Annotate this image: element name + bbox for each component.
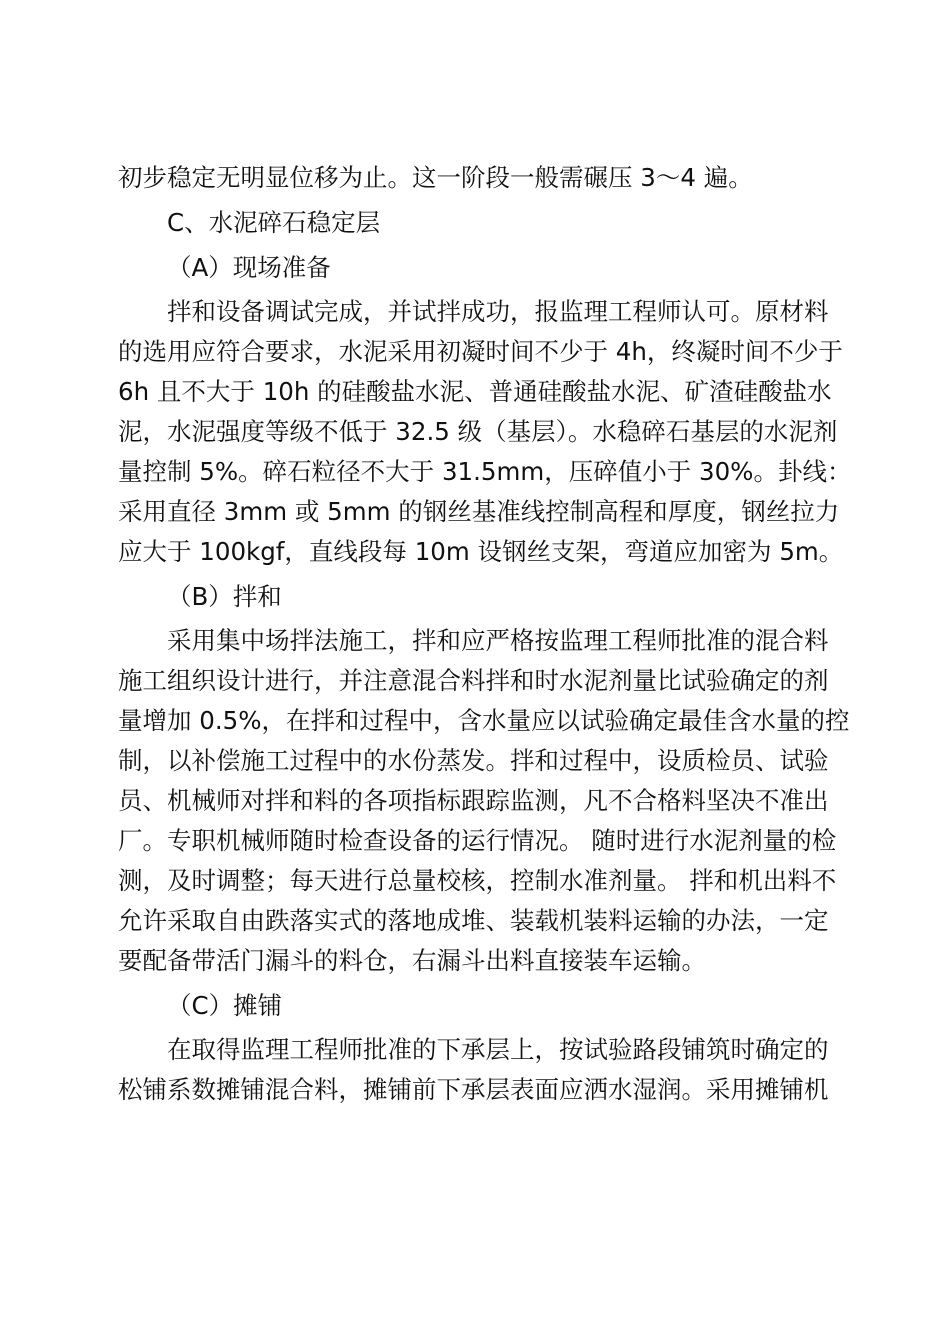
text-line: 制，以补偿施工过程中的水份蒸发。拌和过程中，设质检员、试验: [118, 746, 829, 775]
text-line: 初步稳定无明显位移为止。这一阶段一般需碾压 3～4 遍。: [118, 163, 753, 192]
text-line: 员、机械师对拌和料的各项指标跟踪监测，凡不合格料坚决不准出: [118, 786, 829, 815]
text-line: 在取得监理工程师批准的下承层上，按试验路段铺筑时确定的: [167, 1035, 829, 1064]
text-line: 泥，水泥强度等级不低于 32.5 级（基层）。水稳碎石基层的水泥剂: [118, 417, 838, 446]
text-line: 量控制 5%。碎石粒径不大于 31.5mm，压碎值小于 30%。卦线：: [118, 457, 852, 486]
subsection-heading-b: （B）拌和: [167, 582, 282, 611]
text-line: 施工组织设计进行，并注意混合料拌和时水泥剂量比试验确定的剂: [118, 666, 829, 695]
text-line: 量增加 0.5%，在拌和过程中，含水量应以试验确定最佳含水量的控: [118, 706, 850, 735]
text-line: 应大于 100kgf，直线段每 10m 设钢丝支架，弯道应加密为 5m。: [118, 537, 844, 566]
text-line: 测，及时调整；每天进行总量校核，控制水准剂量。 拌和机出料不: [118, 866, 837, 895]
document-page: [118, 158, 863, 1110]
text-line: 6h 且不大于 10h 的硅酸盐水泥、普通硅酸盐水泥、矿渣硅酸盐水: [118, 377, 832, 406]
text-line: 要配备带活门漏斗的料仓，右漏斗出料直接装车运输。: [118, 946, 706, 975]
text-line: 拌和设备调试完成，并试拌成功，报监理工程师认可。原材料: [167, 297, 829, 326]
subsection-heading-a: （A）现场准备: [167, 253, 331, 282]
text-line: 厂。专职机械师随时检查设备的运行情况。 随时进行水泥剂量的检: [118, 826, 837, 855]
text-line: 采用集中场拌法施工，拌和应严格按监理工程师批准的混合料: [167, 626, 829, 655]
text-line: 采用直径 3mm 或 5mm 的钢丝基准线控制高程和厚度，钢丝拉力: [118, 497, 840, 526]
section-heading-c: C、水泥碎石稳定层: [167, 208, 381, 237]
text-line: 允许采取自由跌落实式的落地成堆、装载机装料运输的办法，一定: [118, 906, 829, 935]
subsection-heading-c: （C）摊铺: [167, 991, 283, 1020]
text-line: 的选用应符合要求，水泥采用初凝时间不少于 4h，终凝时间不少于: [118, 337, 843, 366]
text-line: 松铺系数摊铺混合料，摊铺前下承层表面应洒水湿润。采用摊铺机: [118, 1075, 829, 1104]
